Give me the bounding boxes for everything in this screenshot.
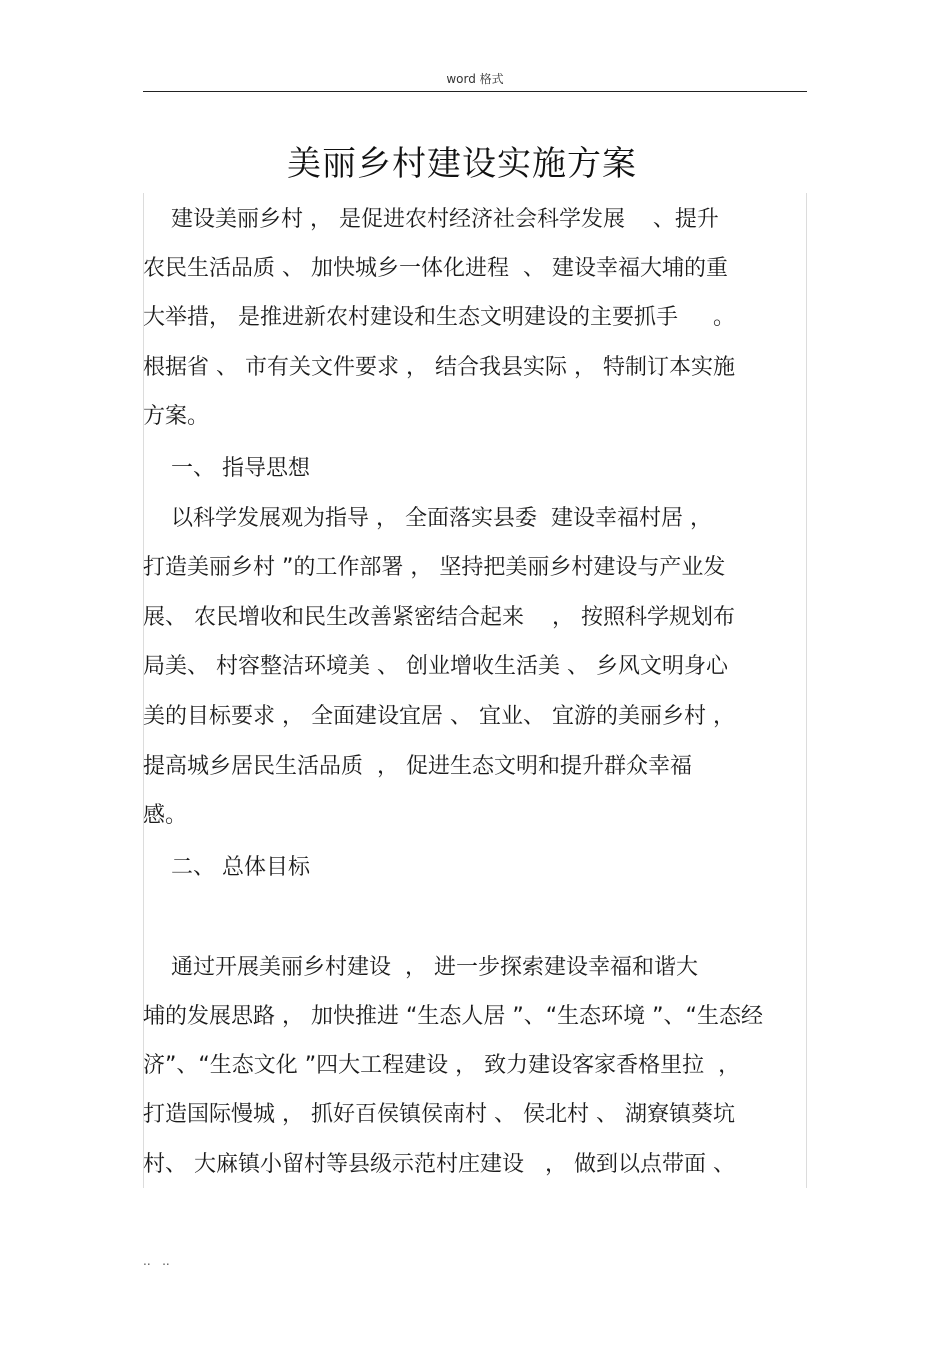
text-line: 济”、“生态文化 ”四大工程建设 ， 致力建设客家香格里拉 ， [143,1053,741,1078]
header-rule [143,91,807,92]
text-line: 建设美丽乡村 ， 是促进农村经济社会科学发展 、提升 [143,207,719,232]
section-heading: 一、 指导思想 [143,456,310,481]
text-line: 打造美丽乡村 ”的工作部署 ， 坚持把美丽乡村建设与产业发 [143,555,726,580]
text-line: 村、 大麻镇小留村等县级示范村庄建设 ， 做到以点带面 、 [143,1152,735,1177]
text-line: 感。 [143,803,188,828]
footer-dots: .. .. [143,1254,170,1268]
text-line: 通过开展美丽乡村建设 ， 进一步探索建设幸福和谐大 [143,955,698,980]
left-margin-line [143,193,144,1188]
text-line: 提高城乡居民生活品质 ， 促进生态文明和提升群众幸福 [143,754,692,779]
text-line: 局美、 村容整洁环境美 、 创业增收生活美 、 乡风文明身心 [143,654,728,679]
text-line: 方案。 [143,404,210,429]
text-line: 大举措， 是推进新农村建设和生态文明建设的主要抓手 。 [143,305,735,330]
right-margin-line [806,193,807,1188]
text-line: 展、 农民增收和民生改善紧密结合起来 ， 按照科学规划布 [143,605,735,630]
text-line: 美的目标要求 ， 全面建设宜居 、 宜业、 宜游的美丽乡村 ， [143,704,735,729]
text-line: 根据省 、 市有关文件要求 ， 结合我县实际 ， 特制订本实施 [143,355,735,380]
header-label: word 格式 [446,72,504,86]
text-line: 农民生活品质 、 加快城乡一体化进程 、 建设幸福大埔的重 [143,256,728,281]
document-title: 美丽乡村建设实施方案 [287,144,637,184]
text-line: 以科学发展观为指导 ， 全面落实县委 建设幸福村居 ， [143,506,712,531]
text-line: 埔的发展思路 ， 加快推进 “生态人居 ”、“生态环境 ”、“生态经 [143,1004,763,1029]
section-heading: 二、 总体目标 [143,855,310,880]
text-line: 打造国际慢城 ， 抓好百侯镇侯南村 、 侯北村 、 湖寮镇葵坑 [143,1102,735,1127]
